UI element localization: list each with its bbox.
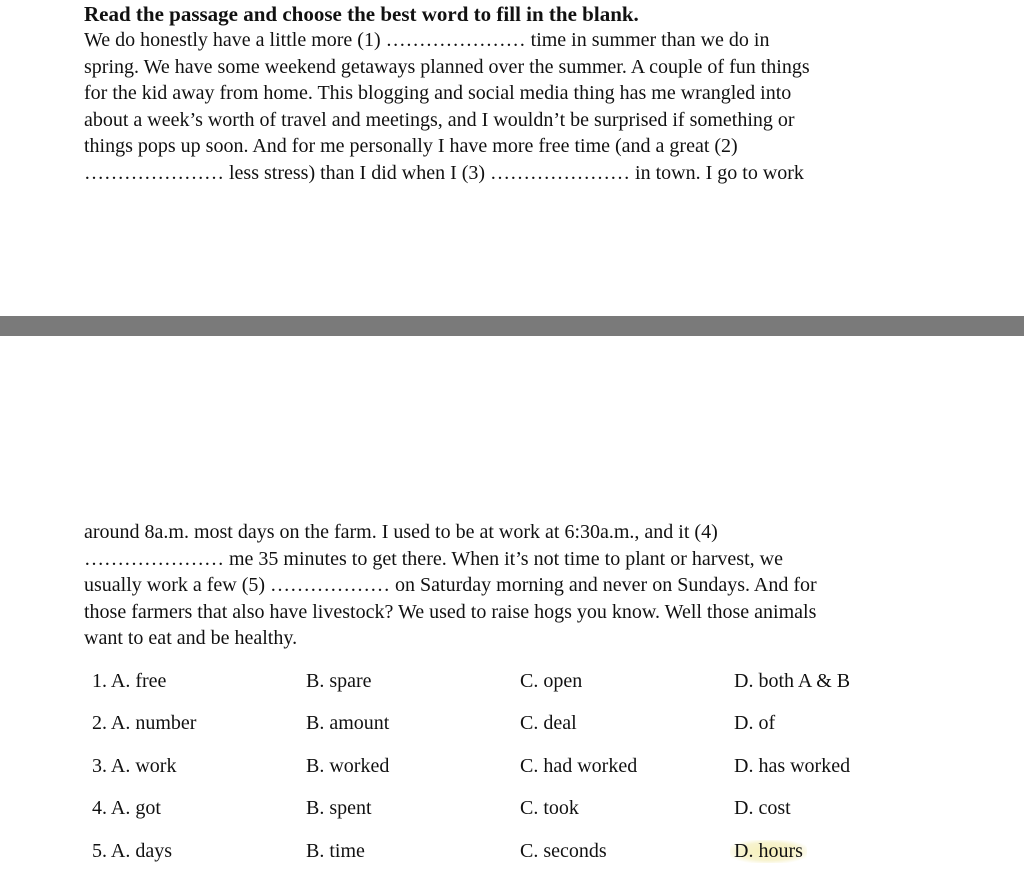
passage-line: those farmers that also have livestock? We used to raise hogs you know. Well those animals — [84, 600, 817, 623]
option-c[interactable]: C. took — [520, 797, 579, 820]
question-row — [92, 830, 992, 873]
option-b[interactable]: B. spent — [306, 797, 372, 820]
option-d[interactable]: D. of — [734, 712, 776, 735]
question-row — [92, 703, 992, 746]
option-b[interactable]: B. time — [306, 839, 365, 862]
passage-line: want to eat and be healthy. — [84, 627, 298, 650]
passage-bottom — [84, 519, 984, 652]
passage-line: usually work a few (5) ……………… on Saturday morning and never on Sundays. And for — [84, 574, 817, 597]
passage-line: for the kid away from home. This blogging and social media thing has me wrangled into — [84, 82, 792, 105]
option-b[interactable]: B. amount — [306, 712, 390, 735]
option-a[interactable]: 5. A. days — [92, 839, 172, 862]
option-a[interactable]: 2. A. number — [92, 712, 197, 735]
option-d-highlighted[interactable] — [734, 840, 948, 863]
question-row — [92, 788, 992, 831]
option-d[interactable]: D. has worked — [734, 754, 851, 777]
passage-line: things pops up soon. And for me personally I have more free time (and a great (2) — [84, 135, 738, 158]
option-d[interactable]: D. both A & B — [734, 669, 851, 692]
option-a[interactable]: 1. A. free — [92, 669, 167, 692]
passage-line: ………………… less stress) than I did when I (3) ………………… in town. I go to work — [84, 161, 804, 184]
option-c[interactable]: C. had worked — [520, 754, 638, 777]
option-d[interactable]: D. cost — [734, 797, 791, 820]
passage-top — [84, 0, 984, 187]
option-c[interactable]: C. deal — [520, 712, 577, 735]
passage-line: We do honestly have a little more (1) ………………… time in summer than we do in — [84, 29, 770, 51]
instruction-title: Read the passage and choose the best word to fill in the blank. — [84, 2, 639, 26]
option-c[interactable]: C. seconds — [520, 839, 607, 862]
passage-line: around 8a.m. most days on the farm. I used to be at work at 6:30a.m., and it (4) — [84, 521, 718, 543]
passage-line: about a week’s worth of travel and meetings, and I wouldn’t be surprised if something or — [84, 108, 795, 131]
page-break-divider — [0, 316, 1024, 336]
option-c[interactable]: C. open — [520, 669, 583, 692]
answer-options — [92, 660, 992, 873]
question-row — [92, 660, 992, 703]
passage-line: ………………… me 35 minutes to get there. When it’s not time to plant or harvest, we — [84, 547, 783, 570]
option-a[interactable]: 3. A. work — [92, 754, 177, 777]
option-b[interactable]: B. worked — [306, 754, 390, 777]
passage-line: spring. We have some weekend getaways planned over the summer. A couple of fun things — [84, 55, 810, 78]
highlight-mark: D. hours — [730, 840, 807, 863]
option-a[interactable]: 4. A. got — [92, 797, 161, 820]
question-row — [92, 745, 992, 788]
option-b[interactable]: B. spare — [306, 669, 372, 692]
